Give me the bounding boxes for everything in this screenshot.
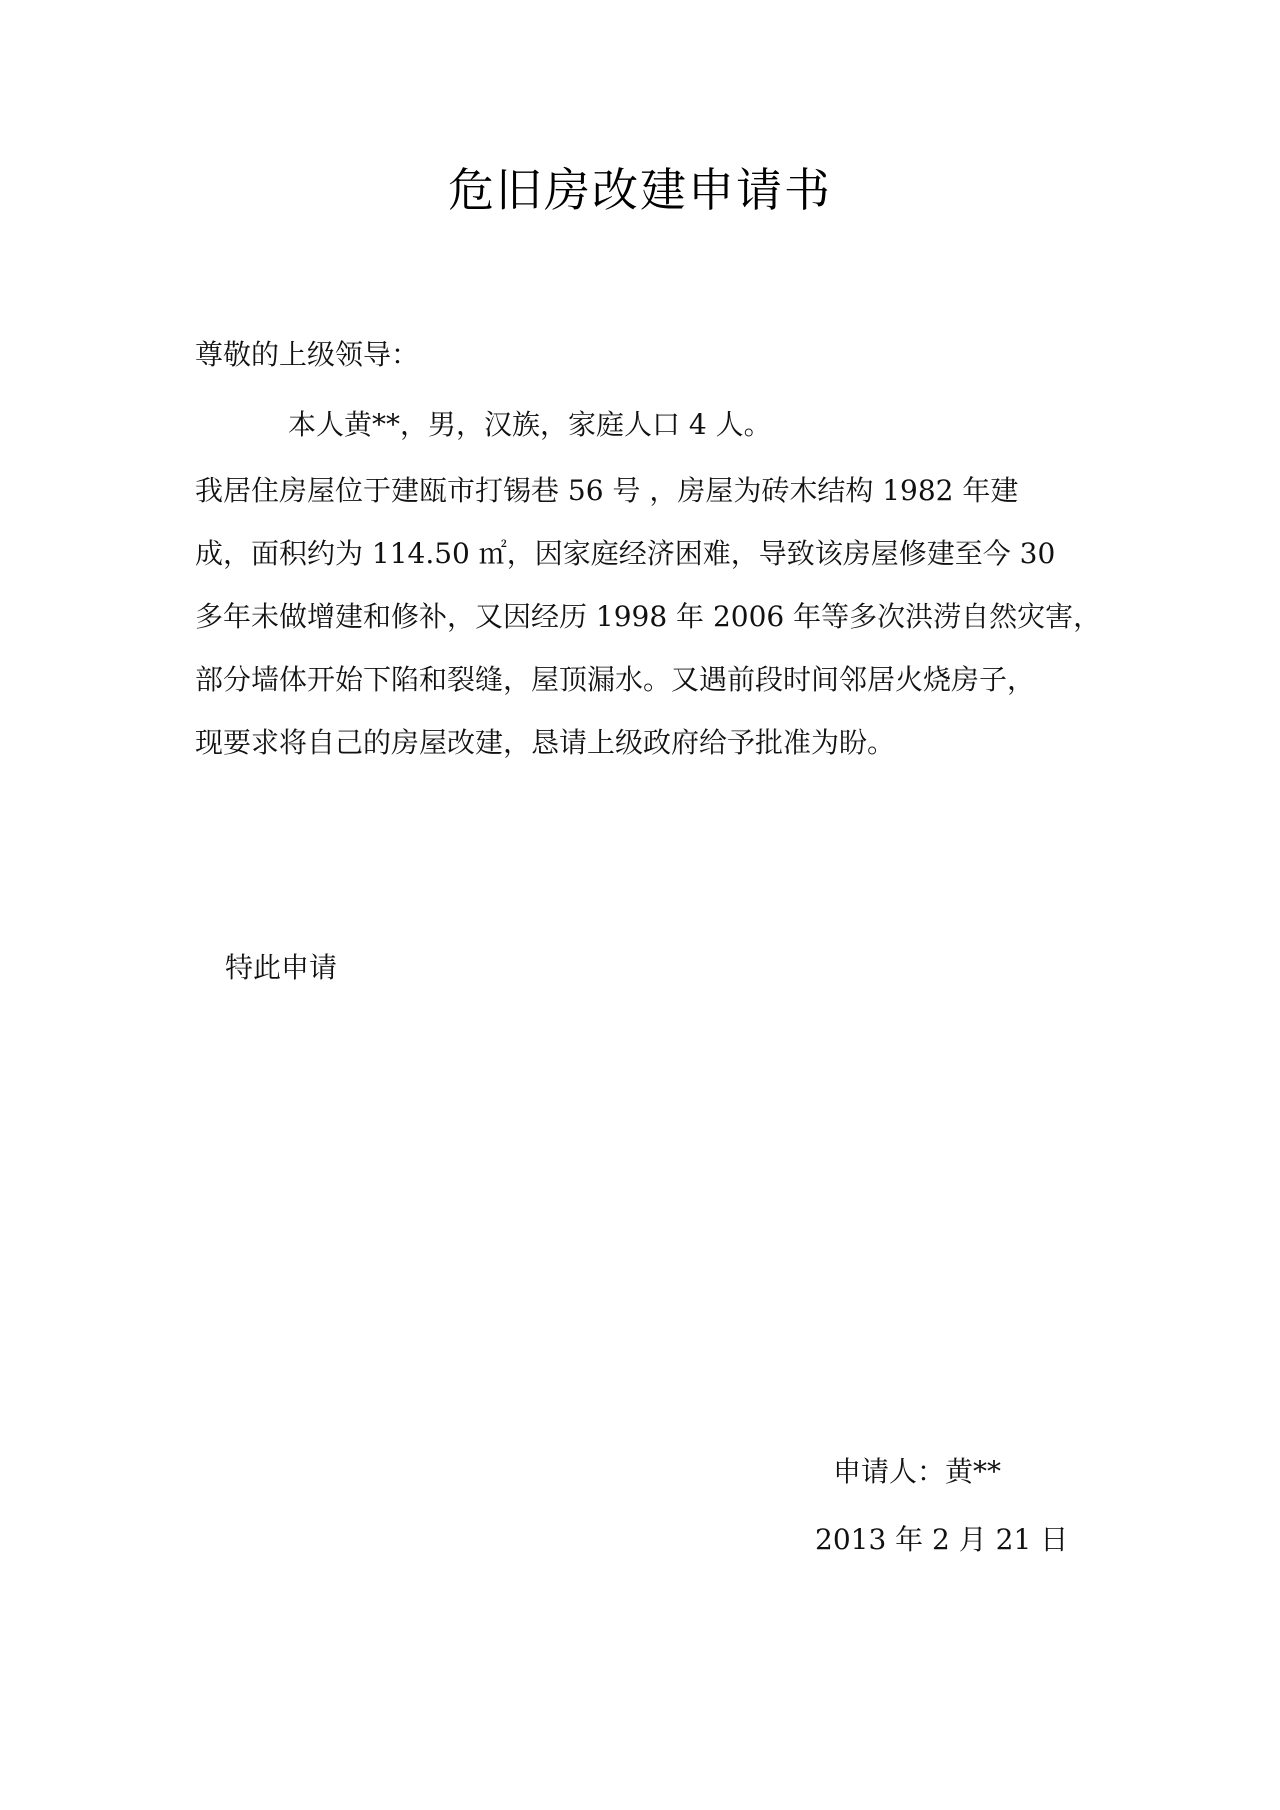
application-date: 2013 年 2 月 21 日 (815, 1523, 1069, 1556)
body-paragraph (195, 471, 1102, 786)
applicant-signature: 申请人：黄** (833, 1455, 1002, 1488)
body-line: 部分墙体开始下陷和裂缝，屋顶漏水。又遇前段时间邻居火烧房子， (195, 663, 1036, 696)
document-title: 危旧房改建申请书 (448, 163, 832, 217)
salutation: 尊敬的上级领导： (195, 338, 420, 371)
body-line: 我居住房屋位于建瓯市打锡巷 56 号 ，房屋为砖木结构 1982 年建 (195, 474, 1019, 507)
body-line: 多年未做增建和修补，又因经历 1998 年 2006 年等多次洪涝自然灾害， (195, 600, 1102, 633)
body-line: 现要求将自己的房屋改建，恳请上级政府给予批准为盼。 (195, 726, 896, 759)
closing-phrase: 特此申请 (225, 951, 338, 984)
intro-paragraph: 本人黄**，男，汉族，家庭人口 4 人。 (288, 408, 772, 441)
body-line: 成，面积约为 114.50 ㎡，因家庭经济困难，导致该房屋修建至今 30 (195, 537, 1056, 570)
